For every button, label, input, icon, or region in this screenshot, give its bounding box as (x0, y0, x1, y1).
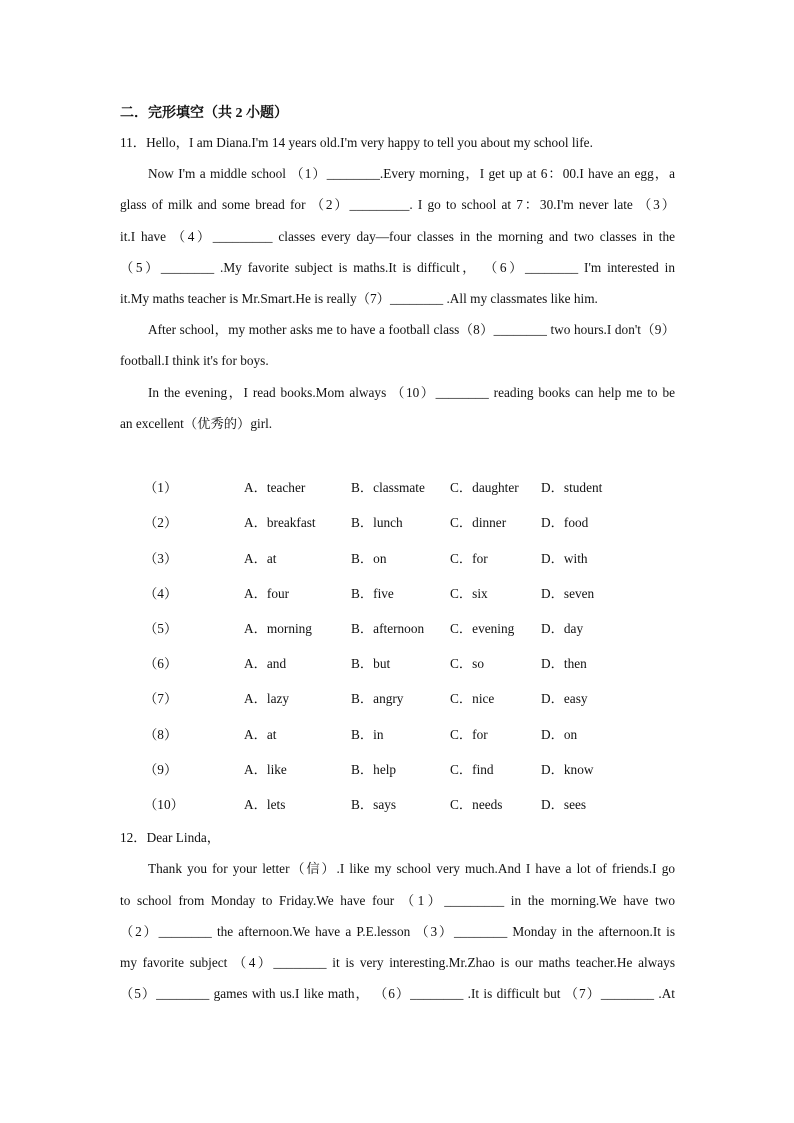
option-row (120, 795, 680, 815)
option-d: D．then (541, 656, 587, 671)
option-b: B．on (351, 551, 387, 566)
q12-line-3: to school from Monday to Friday.We have four （1）_________ in the morning.We have two (120, 893, 675, 908)
option-a: A．lazy (244, 691, 290, 706)
option-a: A．morning (244, 621, 312, 636)
option-c: C．daughter (450, 480, 519, 495)
option-a: A．like (244, 762, 287, 777)
option-a: A．teacher (244, 480, 306, 495)
option-b: B．in (351, 727, 384, 742)
option-c: C．for (450, 551, 488, 566)
option-d: D．on (541, 727, 578, 742)
q11-line-1: 11．Hello，I am Diana.I'm 14 years old.I'm very happy to tell you about my school life. (120, 135, 593, 150)
q11-line-9: In the evening，I read books.Mom always （10）________ reading books can help me to be (148, 385, 675, 400)
q11-line-6: it.My maths teacher is Mr.Smart.He is really（7）________ .All my classmates like him. (120, 291, 598, 306)
blank-number: （1） (144, 480, 178, 495)
option-b: B．help (351, 762, 397, 777)
option-row (120, 478, 680, 498)
option-row (120, 619, 680, 639)
option-row (120, 760, 680, 780)
blank-number: （7） (144, 691, 178, 706)
option-a: A．at (244, 551, 277, 566)
option-b: B．five (351, 586, 394, 601)
option-c: C．find (450, 762, 494, 777)
q11-line-5: （5）________ .My favorite subject is maths.It is difficult， （6）________ I'm interested in (120, 260, 675, 275)
option-d: D．day (541, 621, 584, 636)
q11-line-2: Now I'm a middle school （1）________.Every morning，I get up at 6：00.I have an egg，a (148, 166, 675, 181)
option-c: C．evening (450, 621, 515, 636)
option-b: B．but (351, 656, 391, 671)
option-d: D．easy (541, 691, 588, 706)
section-title: 二．完形填空（共 2 小题） (120, 106, 288, 121)
blank-number: （10） (144, 797, 184, 812)
option-d: D．with (541, 551, 588, 566)
option-b: B．says (351, 797, 397, 812)
blank-number: （4） (144, 586, 178, 601)
option-a: A．lets (244, 797, 286, 812)
option-c: C．so (450, 656, 484, 671)
option-d: D．know (541, 762, 594, 777)
option-row (120, 654, 680, 674)
option-a: A．breakfast (244, 515, 316, 530)
option-row (120, 513, 680, 533)
blank-number: （5） (144, 621, 178, 636)
option-c: C．dinner (450, 515, 507, 530)
option-a: A．and (244, 656, 287, 671)
option-c: C．six (450, 586, 488, 601)
blank-number: （2） (144, 515, 178, 530)
option-row (120, 689, 680, 709)
option-row (120, 584, 680, 604)
option-c: C．for (450, 727, 488, 742)
option-a: A．four (244, 586, 290, 601)
blank-number: （8） (144, 727, 178, 742)
option-c: C．needs (450, 797, 503, 812)
blank-number: （3） (144, 551, 178, 566)
blank-number: （6） (144, 656, 178, 671)
q11-line-10: an excellent（优秀的）girl. (120, 416, 273, 431)
option-b: B．lunch (351, 515, 403, 530)
blank-number: （9） (144, 762, 178, 777)
q11-line-8: football.I think it's for boys. (120, 353, 269, 368)
option-b: B．classmate (351, 480, 425, 495)
option-d: D．food (541, 515, 589, 530)
option-b: B．afternoon (351, 621, 425, 636)
q12-line-2: Thank you for your letter（信）.I like my school very much.And I have a lot of friends.I go (148, 861, 675, 876)
option-a: A．at (244, 727, 277, 742)
q11-line-4: it.I have （4）_________ classes every day—four classes in the morning and two classes in the (120, 229, 675, 244)
q12-line-1: 12．Dear Linda， (120, 830, 221, 845)
option-d: D．sees (541, 797, 587, 812)
q12-line-6: （5）________ games with us.I like math， （6）________ .It is difficult but （7）________ .At (120, 986, 675, 1001)
option-d: D．student (541, 480, 603, 495)
q12-line-4: （2）________ the afternoon.We have a P.E.lesson （3）________ Monday in the afternoon.It is (120, 924, 675, 939)
option-d: D．seven (541, 586, 595, 601)
q11-line-7: After school，my mother asks me to have a football class（8）________ two hours.I don't（9） (148, 322, 675, 337)
option-row (120, 725, 680, 745)
option-row (120, 549, 680, 569)
option-c: C．nice (450, 691, 495, 706)
option-b: B．angry (351, 691, 404, 706)
q11-line-3: glass of milk and some bread for （2）_________. I go to school at 7：30.I'm never late （3） (120, 197, 675, 212)
q12-line-5: my favorite subject （4）________ it is very interesting.Mr.Zhao is our maths teacher.He always (120, 955, 675, 970)
